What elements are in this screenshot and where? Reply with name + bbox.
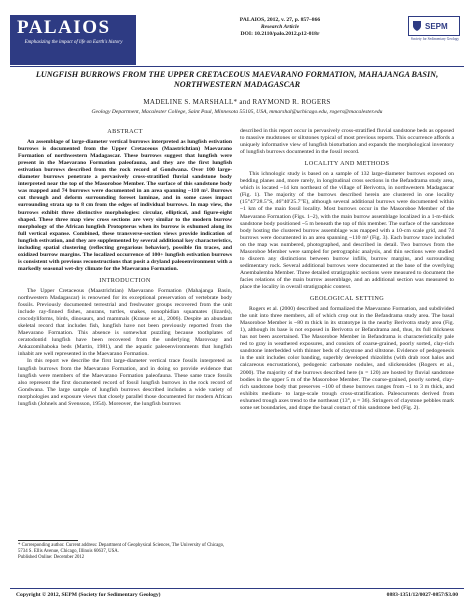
right-column — [240, 128, 454, 412]
shield-icon — [412, 20, 422, 32]
abstract-heading: ABSTRACT — [107, 128, 143, 135]
geology-heading: GEOLOGICAL SETTING — [309, 295, 385, 303]
left-column — [18, 128, 232, 408]
abstract-text: An assemblage of large-diameter vertical burrows interpreted as lungfish estivation burrows is documented from the Upper Cretaceous (Maastrichtian) Maevarano Formation of northwestern Madagascar. These burrows suggest that lungfish were present in the Maevarano Formation paleofauna, and they are the first lungfish estivation burrows described from the rock record of Gondwana. Over 100 large-diameter burrows penetrate a pervasively cross-stratified fluvial sandstone body interpreted near the top of the Masoroboe Member. The surface of this sandstone body was mapped and 74 burrows were documented in an area spanning ~110 m². Burrows cut through and deform surrounding foreset laminae, and in some cases impact surrounding strata up to 8 cm from the edges of individual burrows. In map view, the burrows exhibit three distinctive morphologies: circular, elliptical, and figure-eight shaped. These three map view cross sections are very similar to the modern burrow morphology of the African lungfish Protopterus when its burrow is exhumed along its full vertical expanse. Combined, these transverse-section views provide indication of lungfish estivation, and they are supplemented by several additional key characteristics, including spatial clustering (reflecting gregarious behavior), possible fin traces, and oxidized burrow margins. The localized occurrence of 100+ lungfish estivation burrows is consistent with previous reconstructions that posit a dryland paleoenvironment with a markedly seasonal wet-dry climate for the Maevarano Formation. — [18, 139, 232, 272]
methods-paragraph: This ichnologic study is based on a sample of 132 large-diameter burrows exposed on bedding planes and, more rarely, in longitudinal cross sections in the Befandrama study area, which is located ~14 km northeast of the village of Berivotra, in northwestern Madagascar (Fig. 1). The majority of the burrows described herein are clustered in one locality (15°47′28.5″S, 46°40′25.7″E), although several additional burrows were documented within ~1 km of the main fossil locality. Most burrows occur in the Masoroboe Member of the Maevarano Formation (Figs. 1–2), with the main burrow assemblage localized in a 1-m-thick sandstone body positioned ~5 m beneath the top of this member. The surface of the sandstone body hosting the clustered burrow assemblage was mapped with a 10-cm scale grid, and 74 burrows were documented in an area spanning ~110 m² (Fig. 3). Each burrow trace included on the map was numbered, photographed, and described in detail. Two burrows from the Masoroboe Member were sampled for petrographic analysis, and thin sections were studied to discern any distinctions between burrow infills, burrow margins, and surrounding sedimentary rock. Several additional burrows were documented at the base of the overlying Anembalemba Member. Three detailed stratigraphic sections were measured to document the facies relations of the main burrow assemblage, and an additional section was measured to place the locality in overall stratigraphic context. — [240, 171, 454, 290]
issn-code: 0883-1351/12/0027-0857/$3.00 — [386, 592, 458, 598]
continued-paragraph: described in this report occur in pervasively cross-stratified fluvial sandstone beds as opposed to massive mudstones or siltstones typical of most previous reports. This occurrence affords a uniquely informative view of lungfish bioturbation and expands the morphological inventory of lungfish burrows documented in the fossil record. — [240, 128, 454, 156]
journal-logo: PALAIOS — [17, 17, 111, 38]
geology-paragraph: Rogers et al. (2000) described and formalized the Maevarano Formation, and subdivided the unit into three members, all of which crop out in the Befandrama study area. The basal Masoroboe Member is ~80 m thick in its stratotype in the nearby Berivotra study area (Fig. 1), although its base is not exposed in Berivotra or Befandrama and, thus, its full thickness has not been ascertained. The Masoroboe Member in Befandrama is characteristically pale red to gray in weathered exposures, and consists of coarse-grained, poorly sorted, clay-rich sandstone interbedded with thinner beds of claystone and siltstone. Evidence of pedogenesis in the unit includes color banding, superbly developed rhizoliths (with drab root halos and calcareous encrustations), pedogenic carbonate nodules, and slickensides (Rogers et al., 2000). The majority of the burrows described here (n = 120) are hosted by fluvial sandstone bodies in the upper 5 m of the Masoroboe Member. The coarse-grained, poorly sorted, clay-rich sandstone body that preserves ~100 of these burrows ranges from ~1 to 3 m thick, and exhibits medium- to large-scale trough cross-stratification. Paleocurrents derived from exhumed trough axes trend to the northeast (13°, n = 36). Stringers of claystone pebbles mark some set boundaries, and drape the basal contact of this sandstone bed (Fig. 2). — [240, 306, 454, 411]
article-meta — [174, 17, 386, 39]
page-footer — [10, 588, 464, 601]
journal-citation: PALAIOS, 2012, v. 27, p. 857–866 — [239, 17, 321, 23]
intro-paragraph-2: In this report we describe the first large-diameter vertical trace fossils interpreted as lungfish burrows from the Maevarano Formation, and in doing so provide evidence that lungfish were members of the Maevarano Formation paleofauna. These same trace fossils also represent the first documented record of fossil lungfish burrows in the rock record of Gondwana. The large sample of lungfish burrows described includes a wide variety of morphologies and exposure views that closely parallel those documented for modern African lungfish (Johnels and Svensson, 1954). Moreover, the lungfish burrows — [18, 358, 232, 407]
intro-heading: INTRODUCTION — [99, 276, 151, 284]
intro-paragraph-1: The Upper Cretaceous (Maastrichtian) Maevarano Formation (Mahajanga Basin, northwestern Madagascar) is renowned for its exceptional preservation of vertebrate body fossils. Previously documented terrestrial and freshwater groups recovered from the unit include ray-finned fishes, anurans, turtles, snakes, nonophidian squamates (lizards), crocodyliforms, birds, dinosaurs, and mammals (Krause et al., 2006). Despite an abundant skeletal record that includes fish, lungfish have not been previously reported from the Maevarano Formation. This absence is somewhat puzzling because toothplates of ceratodontid lungfish have been recovered from the underlying Marovoay and Ankazomihaboka beds (Martin, 1981), and the aquatic paleoenvironments that lungfish inhabit are well represented in the Maevarano Formation. — [18, 287, 232, 358]
published-date-note: Published Online: December 2012 — [18, 555, 85, 560]
society-logo — [408, 16, 460, 41]
author-affiliation: Geology Department, Macalester College, Saint Paul, Minnesota 55105, USA, mmarshal@uchicago.edu, rogers@macalester.edu — [91, 109, 383, 115]
footnote-rule — [18, 540, 78, 541]
footnotes — [18, 540, 232, 561]
society-name: Society for Sedimentary Geology — [410, 37, 460, 41]
society-abbr: SEPM — [425, 21, 448, 31]
methods-heading: LOCALITY AND METHODS — [304, 160, 390, 168]
journal-tagline: Emphasizing the impact of life on Earth's history — [24, 40, 123, 45]
article-type: Research Article — [260, 24, 300, 31]
copyright-notice: Copyright © 2012, SEPM (Society for Sedimentary Geology) — [16, 592, 161, 598]
journal-banner — [10, 15, 136, 65]
header-divider — [10, 66, 464, 67]
article-authors: MADELINE S. MARSHALL* and RAYMOND R. ROGERS — [143, 98, 331, 106]
article-title: LUNGFISH BURROWS FROM THE UPPER CRETACEOUS MAEVARANO FORMATION, MAHAJANGA BASIN, NORTHWESTERN MADAGASCAR — [35, 70, 439, 89]
corresponding-author-note: * Corresponding author. Current address: Department of Geophysical Sciences, The University of Chicago, 5734 S. Ellis Avenue, Chicago, Illinois 60637, USA. — [18, 543, 225, 554]
article-doi: DOI: 10.2110/palo.2012.p12-018r — [240, 31, 320, 38]
